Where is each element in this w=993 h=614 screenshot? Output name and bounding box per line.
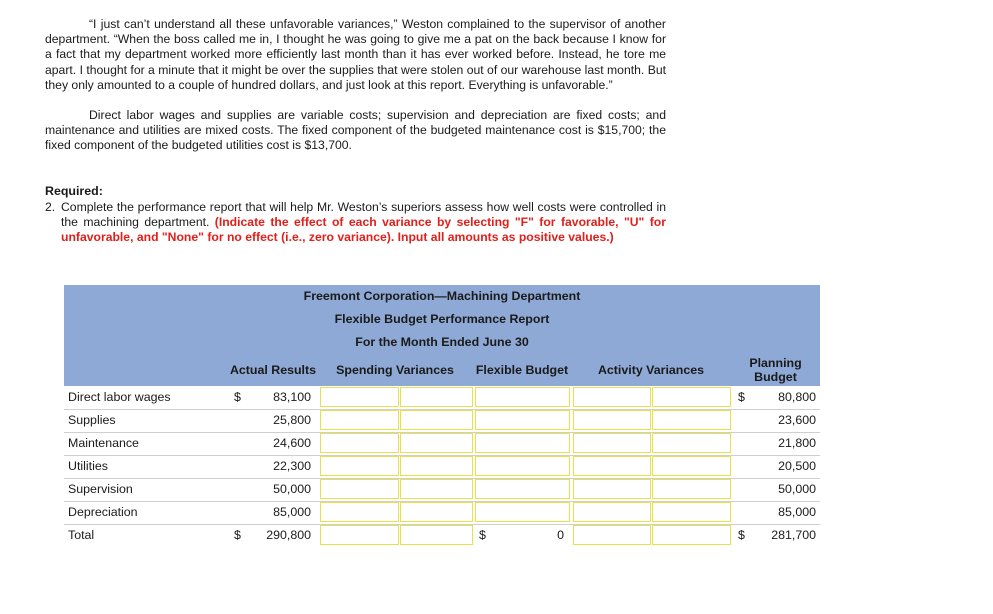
column-header-activity: Activity Variances [571,354,731,386]
currency-symbol: $ [479,528,486,542]
actual-total: 290,800 [266,528,311,542]
actual-value: 85,000 [273,505,311,519]
spending-effect-total-select[interactable] [400,525,473,545]
actual-value: 24,600 [273,436,311,450]
table-row [64,409,820,433]
planning-value: 50,000 [778,482,816,496]
flexible-budget-input[interactable] [475,410,570,430]
table-row [64,501,820,525]
spending-effect-select[interactable] [400,433,473,453]
required-number: 2. [45,200,56,214]
report-title-name: Flexible Budget Performance Report [64,308,820,331]
flexible-budget-input[interactable] [475,433,570,453]
narrative-paragraph-2: Direct labor wages and supplies are variable costs; supervision and depreciation are fixed costs; and maintenance and utilities are mixed costs. The fixed component of the budgeted maintenance cost is $15,700; the fixed component of the budgeted utilities cost is $13,700. [45,108,666,153]
row-label: Total [68,528,95,542]
currency-symbol: $ [234,528,241,542]
activity-variance-input[interactable] [573,502,651,522]
table-row [64,478,820,502]
spending-effect-select[interactable] [400,502,473,522]
planning-total: 281,700 [771,528,816,542]
currency-symbol: $ [234,390,241,404]
actual-value: 22,300 [273,459,311,473]
spending-variance-input[interactable] [320,456,399,476]
planning-value: 21,800 [778,436,816,450]
table-row [64,432,820,456]
activity-effect-select[interactable] [652,502,731,522]
flexible-budget-input[interactable] [475,502,570,522]
row-label: Depreciation [68,505,138,519]
row-label: Supervision [68,482,133,496]
required-instruction: (Indicate the effect of each variance by selecting "F" for favorable, "U" for unfavorable, and "None" for no effect (i.e., zero variance). Input all amounts as positive values.) [61,215,666,245]
activity-effect-select[interactable] [652,456,731,476]
spending-effect-select[interactable] [400,387,473,407]
spending-variance-total-input[interactable] [320,525,399,545]
currency-symbol: $ [738,390,745,404]
activity-variance-input[interactable] [573,410,651,430]
currency-symbol: $ [738,528,745,542]
report-title-company: Freemont Corporation—Machining Department [64,285,820,308]
performance-report [64,285,820,547]
table-row [64,386,820,410]
flexible-budget-input[interactable] [475,456,570,476]
activity-effect-total-select[interactable] [652,525,731,545]
spending-effect-select[interactable] [400,456,473,476]
flexible-budget-input[interactable] [475,387,570,407]
spending-variance-input[interactable] [320,502,399,522]
column-header-actual: Actual Results [229,354,317,386]
row-label: Supplies [68,413,116,427]
actual-value: 83,100 [273,390,311,404]
spending-variance-input[interactable] [320,387,399,407]
activity-variance-total-input[interactable] [573,525,651,545]
required-item [45,200,666,246]
spending-variance-input[interactable] [320,433,399,453]
row-label: Utilities [68,459,108,473]
table-row-total [64,524,820,547]
report-title-period: For the Month Ended June 30 [64,331,820,354]
column-header-planning: Planning Budget [731,354,820,386]
activity-effect-select[interactable] [652,479,731,499]
table-row [64,455,820,479]
spending-variance-input[interactable] [320,410,399,430]
activity-effect-select[interactable] [652,387,731,407]
activity-variance-input[interactable] [573,456,651,476]
spending-effect-select[interactable] [400,479,473,499]
spending-variance-input[interactable] [320,479,399,499]
actual-value: 50,000 [273,482,311,496]
activity-variance-input[interactable] [573,433,651,453]
planning-value: 23,600 [778,413,816,427]
required-heading: Required: [45,184,103,198]
activity-variance-input[interactable] [573,479,651,499]
column-header-flexible: Flexible Budget [473,354,571,386]
activity-effect-select[interactable] [652,410,731,430]
activity-variance-input[interactable] [573,387,651,407]
narrative-paragraph-1: “I just can’t understand all these unfavorable variances,” Weston complained to the supervisor of another department. “When the boss called me in, I thought he was going to give me a pat on the back because I know for a fact that my department worked more efficiently last month than it has ever worked before. Instead, he tore me apart. I thought for a minute that it might be over the supplies that were stolen out of our warehouse last month. But they only amounted to a couple of hundred dollars, and just look at this report. Everything is unfavorable.” [45,17,666,92]
row-label: Direct labor wages [68,390,171,404]
column-header-spending: Spending Variances [317,354,473,386]
activity-effect-select[interactable] [652,433,731,453]
column-header-label [64,354,229,386]
required-text: Complete the performance report that will help Mr. Weston’s superiors assess how well costs were controlled in the machining department. [61,200,666,230]
flexible-budget-input[interactable] [475,479,570,499]
planning-value: 80,800 [778,390,816,404]
planning-value: 85,000 [778,505,816,519]
planning-value: 20,500 [778,459,816,473]
actual-value: 25,800 [273,413,311,427]
flexible-budget-total: 0 [557,528,564,542]
row-label: Maintenance [68,436,139,450]
spending-effect-select[interactable] [400,410,473,430]
